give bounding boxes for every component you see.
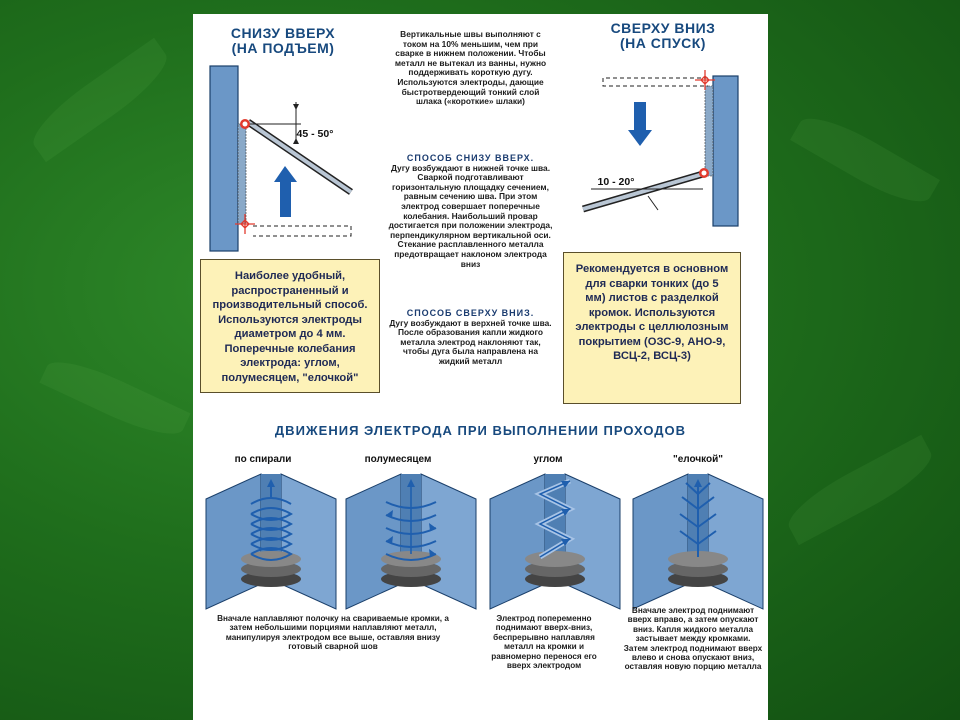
downhill-angle-label: 10 - 20° [597, 176, 635, 188]
downhill-info-box: Рекомендуется в основном для сварки тонких (до 5 мм) листов с разделкой кромок. Используются электроды с целлюлозным покрытием (ОЗС-9, АНО-9, ВСЦ-2, ВСЦ-3) [563, 252, 741, 404]
movement-label-angle: углом [533, 454, 563, 465]
method-downhill-text [388, 309, 553, 367]
movement-diagram-spiral [201, 469, 341, 609]
horizontal-plate [253, 226, 351, 236]
uphill-info-box: Наиболее удобный, распространенный и производительный способ. Используются электроды диаметром до 4 мм. Поперечные колебания электрода: углом, полумесяцем, "елочкой" [200, 259, 380, 393]
caption-angle: Электрод попеременно поднимают вверх-вниз, беспрерывно наплавляя металл на кромки и равномерно перенося его вверх электродом [491, 614, 597, 671]
vertical-plate [713, 76, 738, 226]
method-downhill-body: Дугу возбуждают в верхней точке шва. После образования капли жидкого металла электрод наклоняют так, чтобы дуга была направлена на жидкий металл [389, 317, 552, 366]
method-downhill-heading: СПОСОБ СВЕРХУ ВНИЗ. [406, 308, 535, 318]
uphill-angle-label: 45 - 50° [296, 128, 334, 140]
background-leaf [790, 105, 940, 215]
movement-diagram-crescent [341, 469, 481, 609]
intro-text: Вертикальные швы выполняют с током на 10% меньшим, чем при сварке в нижнем положении. Чтобы металл не вытекал из ванны, нужно поддерживать короткую дугу. Используются электроды, дающие быстротвердеющий тонкий слой шлака («короткие» шлаки) [394, 29, 547, 107]
vertical-plate [210, 66, 238, 251]
caption-spiral: Вначале наплавляют полочку на свариваемые кромки, а затем небольшими порциями наплавляют металл, манипулируя электродом все выше, оставляя внизу готовый сварной шов [217, 614, 449, 652]
movement-diagram-angle [485, 469, 625, 609]
upward-arrow [274, 166, 297, 217]
method-uphill-heading: СПОСОБ СНИЗУ ВВЕРХ. [406, 153, 535, 163]
movement-label-crescent: полумесяцем [364, 454, 432, 465]
weld-bead [705, 86, 713, 176]
weld-bead [238, 124, 246, 224]
downhill-diagram [573, 14, 768, 244]
left-title-line2: (НА ПОДЪЕМ) [231, 40, 335, 56]
background-leaf [780, 435, 940, 545]
background-leaf [39, 350, 190, 446]
left-title-line1: СНИЗУ ВВЕРХ [230, 25, 336, 41]
movements-title: ДВИЖЕНИЯ ЭЛЕКТРОДА ПРИ ВЫПОЛНЕНИИ ПРОХОДОВ [274, 423, 687, 438]
right-title-line1: СВЕРХУ ВНИЗ [610, 20, 716, 36]
method-uphill-body: Дугу возбуждают в нижней точке шва. Сваркой подготавливают горизонтальную площадку сечением, равным сечению шва. При этом электрод совершает поперечные колебания. Наибольший провар достигается при положении электрода, перпендикулярном вертикальной оси. Стекание расплавленного металла предотвращает наклоном электрода вниз [388, 162, 553, 269]
right-title-line2: (НА СПУСК) [620, 35, 706, 51]
caption-herringbone: Вначале электрод поднимают вверх вправо, а затем опускают вниз. Капля жидкого металла застывает между кромками. Затем электрод поднимают вверх влево и снова опускают вниз, оставляя новую порцию металла [623, 606, 763, 672]
movement-label-spiral: по спирали [234, 454, 292, 465]
method-uphill-text [388, 154, 553, 269]
background-leaf [23, 38, 177, 163]
poster-page [193, 14, 768, 720]
downward-arrow [628, 102, 652, 146]
horizontal-plate [603, 78, 708, 86]
movement-label-herringbone: "елочкой" [672, 454, 724, 465]
movement-diagram-herringbone [628, 469, 768, 609]
